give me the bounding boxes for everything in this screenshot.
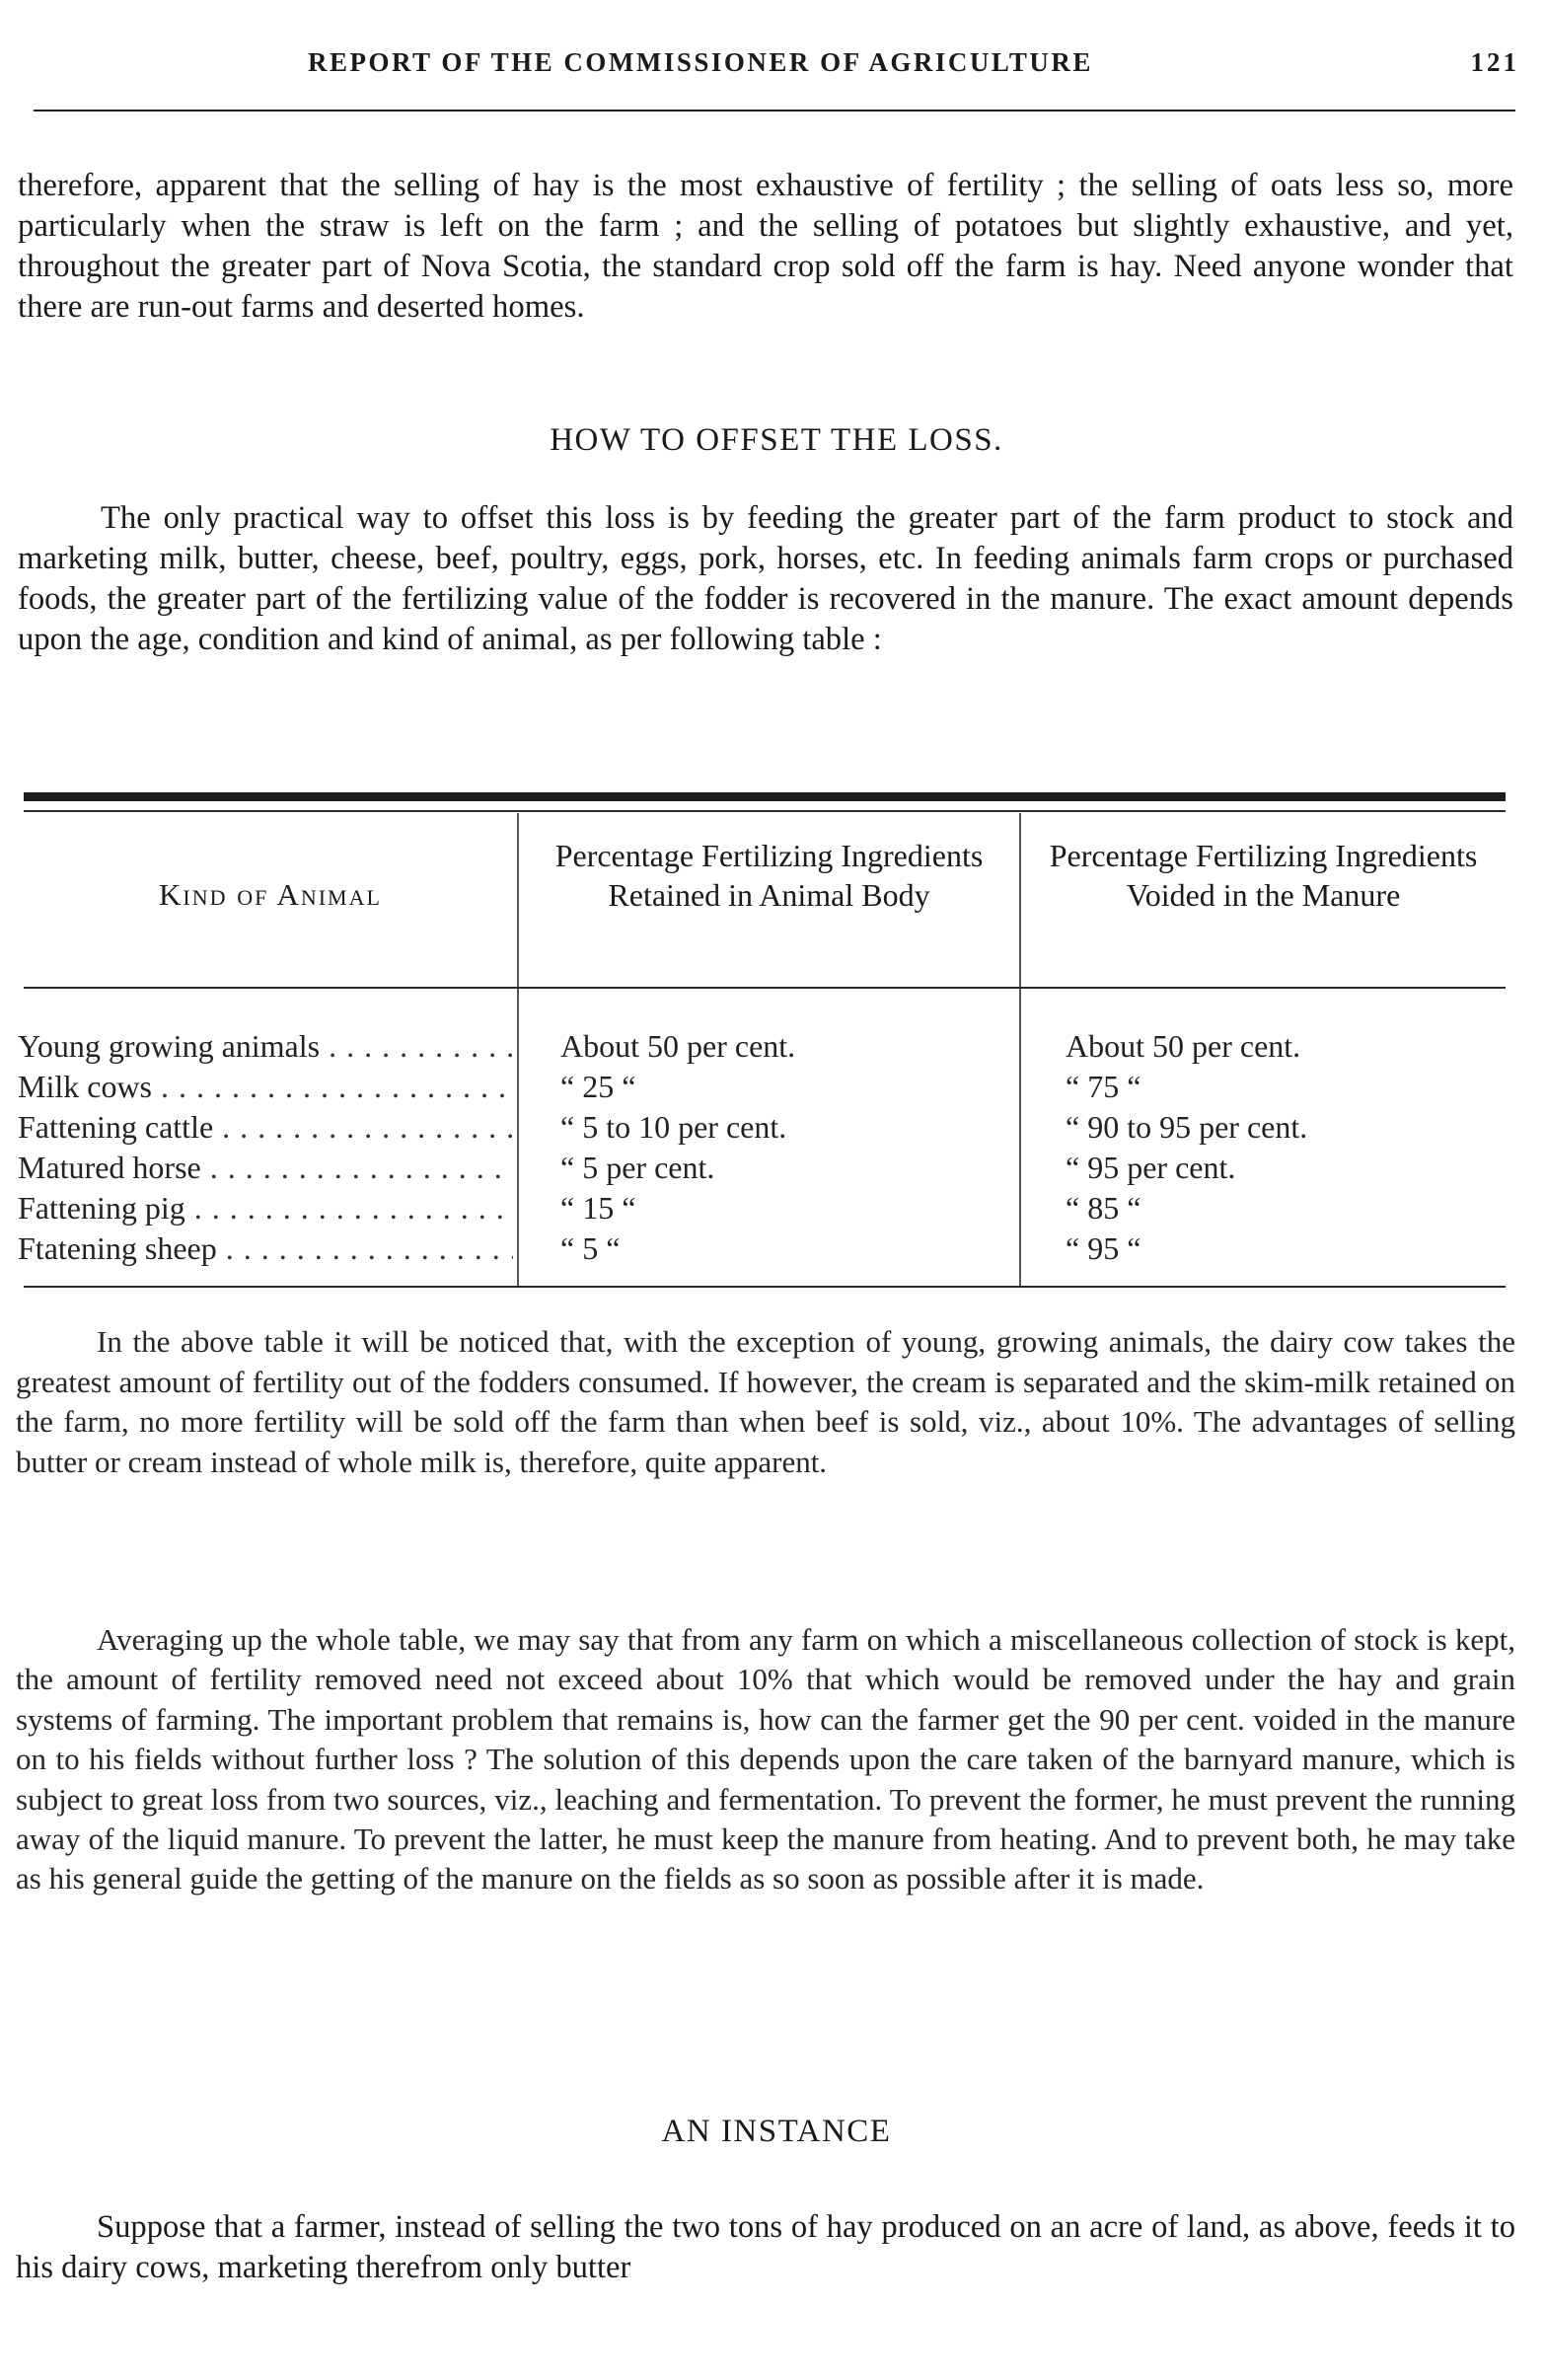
cell-voided: “ 75 “ bbox=[1066, 1069, 1141, 1104]
table-row bbox=[0, 1230, 1545, 1271]
heading-offset-loss: HOW TO OFFSET THE LOSS. bbox=[550, 422, 1003, 458]
table-top-thick-rule bbox=[24, 792, 1506, 801]
cell-retained: “ 25 “ bbox=[560, 1069, 636, 1104]
cell-voided: “ 95 per cent. bbox=[1066, 1150, 1236, 1185]
cell-kind: Fattening pig . . . bbox=[18, 1190, 513, 1227]
cell-voided: “ 95 “ bbox=[1066, 1230, 1141, 1266]
cell-kind: Young growing animals . . . bbox=[18, 1028, 513, 1065]
paragraph-dairy-cow: In the above table it will be noticed that, with the exception of young, growing animals, the dairy cow takes the greatest amount of fertility out of the fodders consumed. If however, the cream is separated and the skim-milk retained on the farm, no more fertility will be sold off the farm than when beef is sold, viz., about 10%. The advantages of selling butter or cream instead of whole milk is, therefore, quite apparent. bbox=[16, 1324, 1515, 1479]
paragraph-feeding-stock: The only practical way to offset this loss is by feeding the greater part of the farm product to stock and marketing milk, butter, cheese, beef, poultry, eggs, pork, horses, etc. In feeding animals farm crops or purchased foods, the greater part of the fertilizing value of the fodder is recovered in the manure. The exact amount depends upon the age, condition and kind of animal, as per following table : bbox=[18, 500, 1513, 657]
cell-retained: “ 5 to 10 per cent. bbox=[560, 1109, 787, 1145]
table-bottom-rule bbox=[24, 1286, 1506, 1288]
page-number: 121 bbox=[1470, 47, 1519, 77]
table-top-thin-rule bbox=[24, 810, 1506, 812]
table-row bbox=[0, 1150, 1545, 1190]
table-header-retained: Percentage Fertilizing Ingredients Retained in Animal Body bbox=[554, 838, 984, 913]
table-row bbox=[0, 1069, 1545, 1109]
cell-kind: Fattening cattle . . . bbox=[18, 1109, 513, 1146]
table-header-rule bbox=[24, 987, 1506, 989]
running-head bbox=[0, 39, 1545, 79]
table-row bbox=[0, 1109, 1545, 1150]
table-header-kind: Kind of Animal bbox=[159, 877, 382, 912]
cell-voided: “ 85 “ bbox=[1066, 1190, 1141, 1226]
table-row bbox=[0, 1190, 1545, 1230]
cell-retained: “ 5 per cent. bbox=[560, 1150, 715, 1185]
cell-retained: “ 5 “ bbox=[560, 1230, 621, 1266]
cell-voided: About 50 per cent. bbox=[1066, 1028, 1301, 1064]
cell-kind: Matured horse . . . bbox=[18, 1150, 513, 1186]
cell-kind: Ftatening sheep . . . bbox=[18, 1230, 513, 1267]
table-row bbox=[0, 1028, 1545, 1069]
cell-voided: “ 90 to 95 per cent. bbox=[1066, 1109, 1308, 1145]
cell-kind: Milk cows . . . bbox=[18, 1069, 513, 1105]
paragraph-averaging: Averaging up the whole table, we may say that from any farm on which a miscellaneous collection of stock is kept, the amount of fertility removed need not exceed about 10% that which would be removed under the hay and grain systems of farming. The important problem that remains is, how can the farmer get the 90 per cent. voided in the manure on to his fields without further loss ? The solution of this depends upon the care taken of the barnyard manure, which is subject to great loss from two sources, viz., leaching and fermentation. To prevent the former, he must prevent the running away of the liquid manure. To prevent the latter, he must keep the manure from heating. And to prevent both, he may take as his general guide the getting of the manure on the fields as so soon as possible after it is made. bbox=[16, 1622, 1515, 1897]
heading-an-instance: AN INSTANCE bbox=[661, 2114, 892, 2149]
paragraph-suppose: Suppose that a farmer, instead of selling the two tons of hay produced on an acre of land, as above, feeds it to his dairy cows, marketing therefrom only butter bbox=[16, 2209, 1515, 2285]
running-head-title: REPORT OF THE COMMISSIONER OF AGRICULTURE bbox=[308, 47, 1093, 77]
cell-retained: “ 15 “ bbox=[560, 1190, 636, 1226]
table-header-voided: Percentage Fertilizing Ingredients Voided in the Manure bbox=[1049, 838, 1478, 913]
cell-retained: About 50 per cent. bbox=[560, 1028, 796, 1064]
paragraph-hay-exhaustive: therefore, apparent that the selling of hay is the most exhaustive of fertility ; the selling of oats less so, more particularly when the straw is left on the farm ; and the selling of potatoes but slightly exhaustive, and yet, throughout the greater part of Nova Scotia, the standard crop sold off the farm is hay. Need anyone wonder that there are run-out farms and deserted homes. bbox=[18, 168, 1513, 325]
header-rule bbox=[34, 110, 1515, 112]
